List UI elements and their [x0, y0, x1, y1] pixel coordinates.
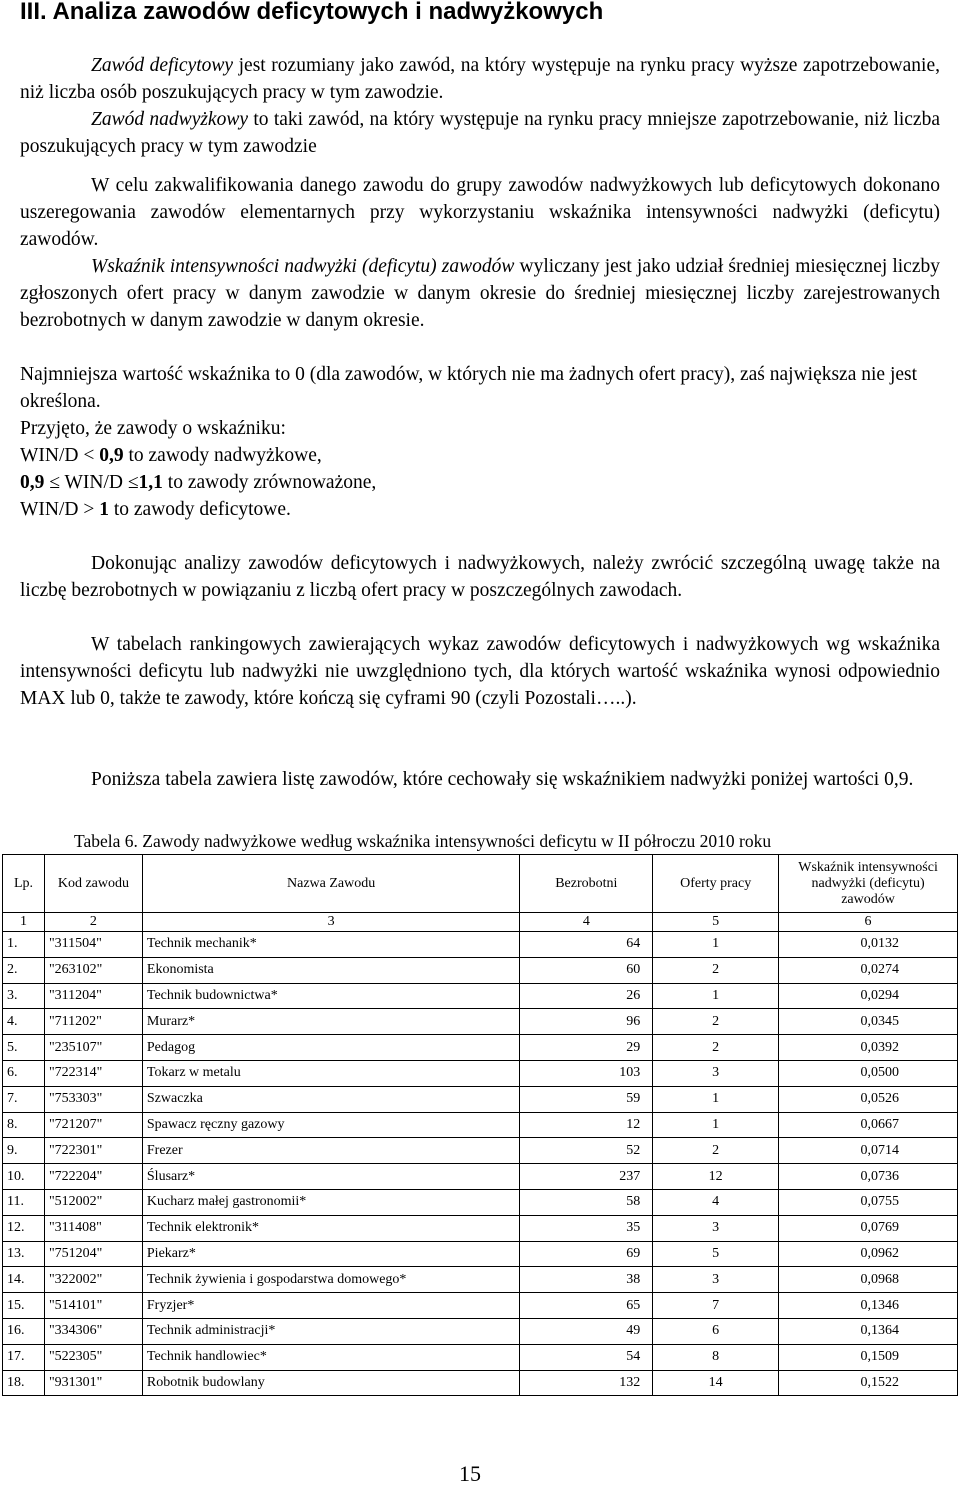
row-code: "311408" [44, 1215, 142, 1241]
row-offers: 2 [653, 1035, 779, 1061]
row-unemployed: 59 [520, 1086, 653, 1112]
table-row [3, 1241, 958, 1267]
paragraph-deficit-definition [20, 52, 940, 106]
row-code: "311204" [44, 983, 142, 1009]
column-number: 6 [779, 913, 958, 932]
row-lp: 8. [3, 1112, 45, 1138]
paragraph-table-intro: Poniższa tabela zawiera listę zawodów, które cechowały się wskaźnikiem nadwyżki poniżej wartości 0,9. [91, 769, 914, 790]
rule-balanced-value1: 0,9 [20, 472, 45, 493]
row-unemployed: 60 [520, 957, 653, 983]
row-occupation-name: Ekonomista [142, 957, 519, 983]
row-lp: 7. [3, 1086, 45, 1112]
row-lp: 15. [3, 1293, 45, 1319]
row-code: "512002" [44, 1189, 142, 1215]
term-surplus: Zawód nadwyżkowy [91, 109, 249, 130]
row-occupation-name: Frezer [142, 1138, 519, 1164]
row-unemployed: 35 [520, 1215, 653, 1241]
rule-surplus-post: to zawody nadwyżkowe, [123, 445, 322, 466]
table-row [3, 1344, 958, 1370]
row-offers: 1 [653, 1112, 779, 1138]
table-row [3, 1215, 958, 1241]
row-occupation-name: Tokarz w metalu [142, 1060, 519, 1086]
row-indicator: 0,0714 [779, 1138, 958, 1164]
row-lp: 11. [3, 1189, 45, 1215]
rule-surplus [20, 442, 940, 469]
row-lp: 1. [3, 932, 45, 958]
surplus-occupations-table [2, 854, 958, 1396]
row-unemployed: 26 [520, 983, 653, 1009]
header-offers: Oferty pracy [653, 855, 779, 913]
indicator-definition-text: wyliczany jest jako udział średniej miesięcznej liczby zgłoszonych ofert pracy w danym zawodzie w danym okresie do średniej miesięcznej liczby zarejestrowanych bezrobotnych w danym zawodzie w danym okresie. [20, 256, 940, 331]
column-number: 1 [3, 913, 45, 932]
rule-balanced-post: to zawody zrównoważone, [162, 472, 377, 493]
row-unemployed: 103 [520, 1060, 653, 1086]
column-number: 5 [653, 913, 779, 932]
column-number-row [3, 913, 958, 932]
row-offers: 6 [653, 1318, 779, 1344]
table-row [3, 1138, 958, 1164]
row-occupation-name: Pedagog [142, 1035, 519, 1061]
row-offers: 8 [653, 1344, 779, 1370]
table-row [3, 1009, 958, 1035]
row-unemployed: 12 [520, 1112, 653, 1138]
row-lp: 5. [3, 1035, 45, 1061]
row-indicator: 0,1346 [779, 1293, 958, 1319]
row-occupation-name: Piekarz* [142, 1241, 519, 1267]
row-lp: 18. [3, 1370, 45, 1396]
column-number: 3 [142, 913, 519, 932]
row-lp: 3. [3, 983, 45, 1009]
row-occupation-name: Technik budownictwa* [142, 983, 519, 1009]
row-offers: 1 [653, 1086, 779, 1112]
row-code: "711202" [44, 1009, 142, 1035]
row-occupation-name: Spawacz ręczny gazowy [142, 1112, 519, 1138]
rule-deficit-value: 1 [99, 499, 109, 520]
column-number: 2 [44, 913, 142, 932]
row-lp: 10. [3, 1164, 45, 1190]
paragraph-surplus-definition [20, 106, 940, 160]
row-occupation-name: Technik mechanik* [142, 932, 519, 958]
rule-deficit-pre: WIN/D > [20, 499, 100, 520]
row-code: "722301" [44, 1138, 142, 1164]
table-row [3, 1293, 958, 1319]
table-row [3, 1370, 958, 1396]
table-row [3, 1267, 958, 1293]
paragraph-range: Najmniejsza wartość wskaźnika to 0 (dla zawodów, w których nie ma żadnych ofert pracy), zaś największa nie jest określona. [20, 364, 918, 412]
row-code: "751204" [44, 1241, 142, 1267]
row-lp: 4. [3, 1009, 45, 1035]
row-indicator: 0,0968 [779, 1267, 958, 1293]
table-row [3, 957, 958, 983]
row-occupation-name: Technik elektronik* [142, 1215, 519, 1241]
table-row [3, 932, 958, 958]
row-occupation-name: Szwaczka [142, 1086, 519, 1112]
rule-deficit [20, 496, 940, 523]
table-caption: Tabela 6. Zawody nadwyżkowe według wskaźnika intensywności deficytu w II półroczu 2010 roku [74, 831, 772, 851]
row-indicator: 0,0755 [779, 1189, 958, 1215]
table-row [3, 983, 958, 1009]
row-unemployed: 52 [520, 1138, 653, 1164]
rule-balanced-value2: 1,1 [138, 472, 163, 493]
header-name: Nazwa Zawodu [142, 855, 519, 913]
row-offers: 2 [653, 1009, 779, 1035]
row-lp: 14. [3, 1267, 45, 1293]
row-offers: 3 [653, 1060, 779, 1086]
row-unemployed: 132 [520, 1370, 653, 1396]
row-code: "522305" [44, 1344, 142, 1370]
row-lp: 13. [3, 1241, 45, 1267]
row-indicator: 0,0962 [779, 1241, 958, 1267]
row-unemployed: 38 [520, 1267, 653, 1293]
row-indicator: 0,0132 [779, 932, 958, 958]
table-row [3, 1318, 958, 1344]
row-offers: 5 [653, 1241, 779, 1267]
surplus-definition-text: to taki zawód, na który występuje na rynku pracy mniejsze zapotrzebowanie, niż liczba poszukujących pracy w tym zawodzie [20, 109, 940, 157]
row-indicator: 0,0526 [779, 1086, 958, 1112]
row-unemployed: 29 [520, 1035, 653, 1061]
column-number: 4 [520, 913, 653, 932]
row-occupation-name: Technik administracji* [142, 1318, 519, 1344]
row-code: "311504" [44, 932, 142, 958]
row-code: "263102" [44, 957, 142, 983]
row-indicator: 0,0294 [779, 983, 958, 1009]
table-row [3, 1035, 958, 1061]
row-lp: 12. [3, 1215, 45, 1241]
paragraph-ranking-tables: W tabelach rankingowych zawierających wykaz zawodów deficytowych i nadwyżkowych wg wskaźnika intensywności deficytu lub nadwyżki nie uwzględniono tych, dla których wartość wskaźnika wynosi odpowiednio MAX lub 0, także te zawody, które kończą się cyframi 90 (czyli Pozostali…..). [20, 634, 940, 709]
row-unemployed: 64 [520, 932, 653, 958]
row-offers: 14 [653, 1370, 779, 1396]
row-lp: 2. [3, 957, 45, 983]
row-lp: 16. [3, 1318, 45, 1344]
row-indicator: 0,0500 [779, 1060, 958, 1086]
row-offers: 1 [653, 983, 779, 1009]
rule-surplus-pre: WIN/D < [20, 445, 100, 466]
row-indicator: 0,0667 [779, 1112, 958, 1138]
table-row [3, 1060, 958, 1086]
paragraph-indicator-definition [20, 253, 940, 334]
row-code: "931301" [44, 1370, 142, 1396]
row-unemployed: 96 [520, 1009, 653, 1035]
rule-deficit-post: to zawody deficytowe. [108, 499, 291, 520]
row-occupation-name: Kucharz małej gastronomii* [142, 1189, 519, 1215]
row-offers: 3 [653, 1215, 779, 1241]
row-code: "514101" [44, 1293, 142, 1319]
row-offers: 1 [653, 932, 779, 958]
rule-surplus-value: 0,9 [99, 445, 124, 466]
row-offers: 3 [653, 1267, 779, 1293]
page-number: 15 [459, 1461, 481, 1486]
row-unemployed: 237 [520, 1164, 653, 1190]
row-lp: 6. [3, 1060, 45, 1086]
header-code: Kod zawodu [44, 855, 142, 913]
row-unemployed: 69 [520, 1241, 653, 1267]
row-offers: 7 [653, 1293, 779, 1319]
row-code: "722204" [44, 1164, 142, 1190]
table-header-row [3, 855, 958, 913]
row-indicator: 0,1522 [779, 1370, 958, 1396]
rule-balanced [20, 469, 940, 496]
table-row [3, 1189, 958, 1215]
deficit-definition-text: jest rozumiany jako zawód, na który występuje na rynku pracy wyższe zapotrzebowanie, niż liczba osób poszukujących pracy w tym zawodzie. [20, 55, 940, 103]
row-indicator: 0,0392 [779, 1035, 958, 1061]
row-indicator: 0,0736 [779, 1164, 958, 1190]
table-row [3, 1164, 958, 1190]
row-code: "322002" [44, 1267, 142, 1293]
row-occupation-name: Fryzjer* [142, 1293, 519, 1319]
row-offers: 2 [653, 1138, 779, 1164]
header-unemployed: Bezrobotni [520, 855, 653, 913]
row-occupation-name: Robotnik budowlany [142, 1370, 519, 1396]
row-unemployed: 58 [520, 1189, 653, 1215]
row-unemployed: 54 [520, 1344, 653, 1370]
rule-balanced-mid: ≤ WIN/D ≤ [44, 472, 139, 493]
paragraph-analysis: Dokonując analizy zawodów deficytowych i nadwyżkowych, należy zwrócić szczególną uwagę także na liczbę bezrobotnych w powiązaniu z liczbą ofert pracy w poszczególnych zawodach. [20, 553, 940, 601]
row-occupation-name: Ślusarz* [142, 1164, 519, 1190]
header-indicator: Wskaźnik intensywności nadwyżki (deficytu) zawodów [779, 855, 958, 913]
table-row [3, 1086, 958, 1112]
section-heading: III. Analiza zawodów deficytowych i nadwyżkowych [20, 0, 604, 25]
row-unemployed: 65 [520, 1293, 653, 1319]
row-offers: 2 [653, 957, 779, 983]
table-row [3, 1112, 958, 1138]
row-code: "721207" [44, 1112, 142, 1138]
row-occupation-name: Technik żywienia i gospodarstwa domowego* [142, 1267, 519, 1293]
row-indicator: 0,0345 [779, 1009, 958, 1035]
row-indicator: 0,0769 [779, 1215, 958, 1241]
term-deficit: Zawód deficytowy [91, 55, 234, 76]
row-code: "334306" [44, 1318, 142, 1344]
row-offers: 12 [653, 1164, 779, 1190]
row-code: "753303" [44, 1086, 142, 1112]
row-indicator: 0,1364 [779, 1318, 958, 1344]
paragraph-method: W celu zakwalifikowania danego zawodu do grupy zawodów nadwyżkowych lub deficytowych dokonano uszeregowania zawodów elementarnych przy wykorzystaniu wskaźnika intensywności nadwyżki (deficytu) zawodów. [20, 175, 940, 250]
header-lp: Lp. [3, 855, 45, 913]
row-occupation-name: Technik handlowiec* [142, 1344, 519, 1370]
row-lp: 9. [3, 1138, 45, 1164]
term-indicator: Wskaźnik intensywności nadwyżki (deficytu) zawodów [91, 256, 515, 277]
row-lp: 17. [3, 1344, 45, 1370]
row-indicator: 0,1509 [779, 1344, 958, 1370]
row-indicator: 0,0274 [779, 957, 958, 983]
row-occupation-name: Murarz* [142, 1009, 519, 1035]
row-code: "235107" [44, 1035, 142, 1061]
row-unemployed: 49 [520, 1318, 653, 1344]
paragraph-assumption: Przyjęto, że zawody o wskaźniku: [20, 418, 286, 439]
row-offers: 4 [653, 1189, 779, 1215]
row-code: "722314" [44, 1060, 142, 1086]
